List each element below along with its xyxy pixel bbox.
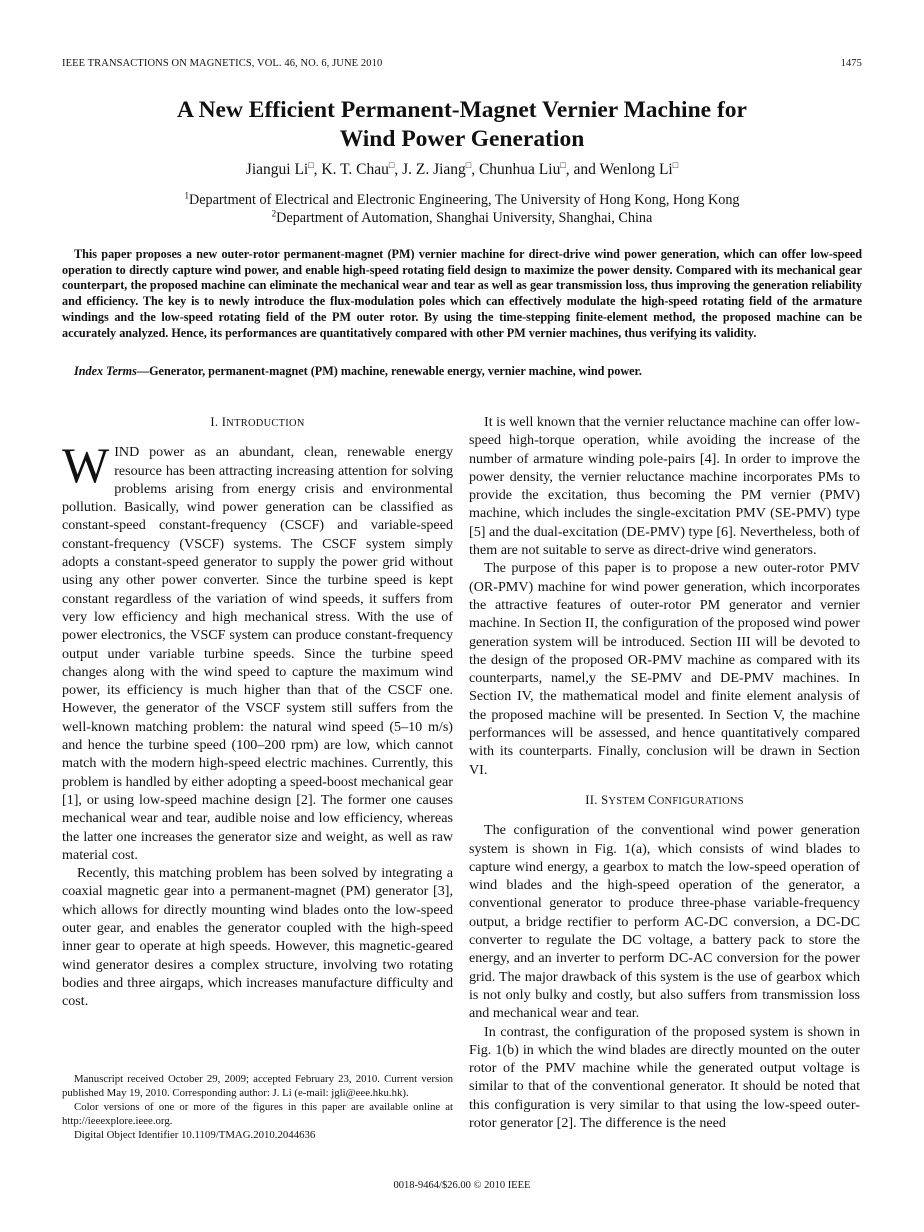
footnote-doi: Digital Object Identifier 10.1109/TMAG.2010.2044636 <box>74 1129 316 1141</box>
author-separator: , and <box>565 161 600 178</box>
index-terms-label: Index Terms <box>74 364 137 378</box>
page-number: 1475 <box>840 58 862 69</box>
affiliation-mark: 2 <box>271 208 277 219</box>
running-head <box>62 58 862 72</box>
footnote-manuscript: Manuscript received October 29, 2009; accepted February 23, 2010. Current version published May 19, 2010. Corresponding author: J. Li (e-mail: jgli@eee.hku.hk). <box>62 1073 453 1099</box>
author-name: Chunhua Liu <box>478 161 561 178</box>
title-line-1: A New Efficient Permanent-Magnet Vernier Machine for <box>177 97 747 123</box>
title-line-2: Wind Power Generation <box>339 126 585 152</box>
intro-paragraph-1-text: IND power as an abundant, clean, renewable energy resource has been attracting increasing attention for solving problems arising from energy crisis and environmental pollution. Basically, wind power generation can be classified as constant-speed constant-frequency (CSCF) and variable-speed constant-frequency (VSCF) systems. The CSCF system simply adopts a constant-speed generator to supply the power grid without using any other power converter. Since the turbine speed is kept constant regardless of the variation of wind speeds, it suffers from very low efficiency and high mechanical stress. With the use of power electronics, the VSCF system can produce constant-frequency output under variable turbine speeds. Since the turbine speed changes along with the wind speed to capture the maximum wind power, its efficiency is much higher than that of the CSCF one. However, the generator of the VSCF system still suffers from the well-known matching problem: the natural wind speed (5–10 m/s) and hence the turbine speed (100–200 rpm) are low, which cannot match with the modern high-speed electric machines. Currently, this problem is handled by either adopting a speed-boost mechanical gear [1], or using low-speed machine design [2]. The former one causes mechanical wear and tear, audible noise and low efficiency, whereas the latter one increases the generator size and weight, as well as raw material cost. <box>62 444 453 863</box>
affiliation-mark: 1 <box>184 190 189 201</box>
paper-title <box>62 96 862 154</box>
section-title-rest: YSTEM <box>608 795 649 807</box>
section-heading-system-configurations <box>469 791 860 811</box>
index-terms-text: —Generator, permanent-magnet (PM) machine, renewable energy, vernier machine, wind power. <box>136 364 642 378</box>
section-number: I. <box>210 415 222 429</box>
affiliation-1 <box>62 192 862 209</box>
author-name: Jiangui Li <box>245 161 309 178</box>
author-mark: □ <box>465 159 472 170</box>
left-column <box>62 413 453 1011</box>
affiliation-text: Department of Automation, Shanghai University, Shanghai, China <box>276 210 653 226</box>
section-number: II. <box>585 792 602 807</box>
affiliation-2 <box>62 210 862 227</box>
author-separator: , <box>471 161 479 178</box>
author-name: K. T. Chau <box>321 161 389 178</box>
section-title-cap: C <box>648 792 657 807</box>
section-title-rest: NTRODUCTION <box>226 418 305 429</box>
journal-name: IEEE TRANSACTIONS ON MAGNETICS, VOL. 46, NO. 6, JUNE 2010 <box>62 58 383 69</box>
author-mark: □ <box>672 159 679 170</box>
section-title-rest: ONFIGURATIONS <box>656 795 744 807</box>
author-mark: □ <box>308 159 314 170</box>
author-separator: , <box>313 161 322 178</box>
drop-cap: W <box>62 437 110 494</box>
system-paragraph-1: The configuration of the conventional wind power generation system is shown in Fig. 1(a), which consists of wind blades to capture wind energy, a gearbox to match the low-speed operation of wind blades and the high-speed operation of the generator, a conventional generator to produce three-phase variable-frequency output, a bridge rectifier to perform AC-DC conversion, a DC-DC converter to regulate the DC voltage, a battery pack to store the energy, and an inverter to perform DC-AC conversion for the power grid. The major drawback of this system is the use of gearbox which is not only bulky and costly, but also suffers from transmission loss and mechanical wear and tear. <box>469 822 860 1022</box>
system-paragraph-2: In contrast, the configuration of the proposed system is shown in Fig. 1(b) in which the wind blades are directly mounted on the outer rotor of the PMV machine while the generated output voltage is similar to that of the conventional generator. It should be noted that this configuration is very similar to that using the low-speed outer-rotor generator [2]. The difference is the need <box>469 1023 860 1131</box>
abstract: This paper proposes a new outer-rotor permanent-magnet (PM) vernier machine for direct-drive wind power generation, which can offer low-speed operation to directly capture wind power, and enable high-speed rotating field design to maximize the power density. Compared with its mechanical gear counterpart, the proposed machine can eliminate the mechanical wear and tear as well as gear transmission loss, thus improving the generation reliability and efficiency. The key is to newly introduce the flux-modulation poles which can effectively modulate the high-speed rotating field of the armature windings and the low-speed rotating field of the PM outer rotor. By using the time-stepping finite-element method, the proposed machine can be accurately analyzed. Hence, its performances are quantitatively compared with other PM vernier machines, thus verifying its validity. <box>62 247 862 340</box>
author-name: J. Z. Jiang <box>402 161 466 178</box>
index-terms <box>62 364 862 379</box>
footnote-color: Color versions of one or more of the figures in this paper are available online at http://ieeexplore.ieee.org. <box>62 1101 453 1127</box>
intro-paragraph-4: The purpose of this paper is to propose a new outer-rotor PMV (OR-PMV) machine for wind power generation, which incorporates the attractive features of outer-rotor PM generator and vernier machine. In Section II, the configuration of the proposed wind power generation system will be introduced. Section III will be devoted to the design of the proposed OR-PMV machine as compared with its counterparts, namel,y the SE-PMV and DE-PMV machines. In Section IV, the mathematical model and finite element analysis of the proposed machine will be presented. In Section V, the machine performances will be assessed, and hence quantitatively compared with its counterparts. Finally, conclusion will be drawn in Section VI. <box>469 560 860 778</box>
author-list <box>62 161 862 179</box>
section-title-cap: I <box>221 415 227 429</box>
affiliation-text: Department of Electrical and Electronic Engineering, The University of Hong Kong, Hong Kong <box>188 192 740 208</box>
author-mark: □ <box>560 159 566 170</box>
section-title-cap: S <box>601 792 609 807</box>
section-heading-introduction <box>62 413 453 433</box>
copyright-footer: 0018-9464/$26.00 © 2010 IEEE <box>393 1180 531 1191</box>
author-name: Wenlong Li <box>599 161 673 178</box>
right-column <box>469 413 860 1132</box>
author-mark: □ <box>388 159 395 170</box>
intro-paragraph-1 <box>62 437 453 864</box>
intro-paragraph-3: It is well known that the vernier reluctance machine can offer low-speed high-torque operation, while avoiding the increase of the number of armature winding pole-pairs [4]. In order to improve the power density, the vernier reluctance machine incorporates PMs to provide the excitation, thus becoming the PM vernier (PMV) machine, which includes the single-excitation PMV (SE-PMV) type [5] and the dual-excitation (DE-PMV) type [6]. Nevertheless, both of them are not suitable to serve as direct-drive wind generators. <box>469 414 860 559</box>
author-separator: , <box>394 161 403 178</box>
footnotes <box>62 1072 453 1142</box>
intro-paragraph-2: Recently, this matching problem has been solved by integrating a coaxial magnetic gear into a permanent-magnet (PM) generator [3], which allows for directly mounting wind blades onto the low-speed outer gear, and enables the generator coupled with the high-speed inner gear to operate at high speeds. However, this magnetic-geared wind generator desires a complex structure, involving two rotating bodies and three airgaps, which increases manufacture difficulty and cost. <box>62 865 453 1010</box>
